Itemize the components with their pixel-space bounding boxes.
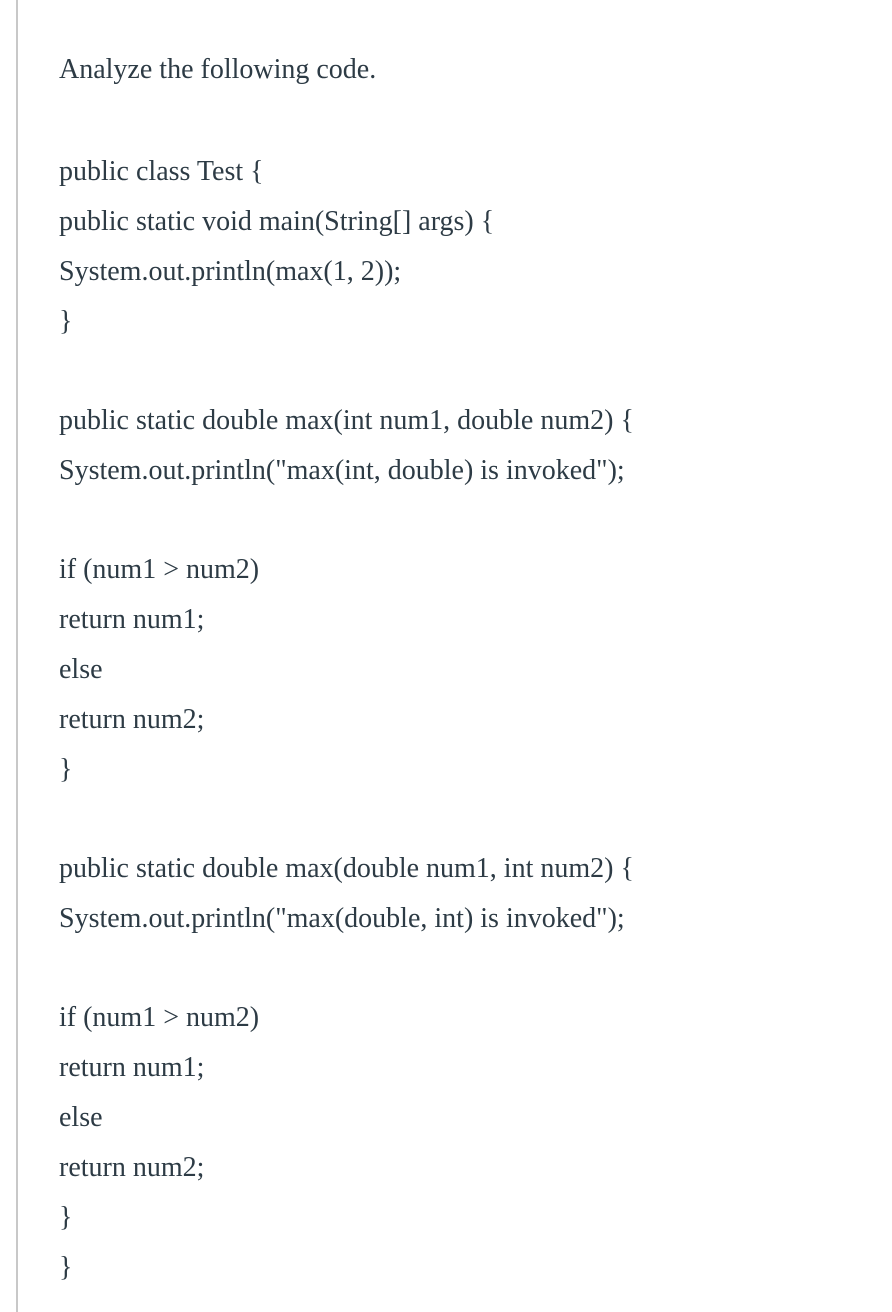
code-line: public class Test {	[59, 156, 264, 187]
code-block-class	[59, 147, 872, 347]
left-border-divider	[16, 0, 18, 1312]
code-line: }	[59, 1202, 73, 1233]
code-block-method2-body	[59, 993, 872, 1293]
code-block-method1-body	[59, 545, 872, 795]
code-line: return num2;	[59, 1152, 205, 1183]
code-line: System.out.println("max(int, double) is invoked");	[59, 455, 625, 486]
code-line: }	[59, 754, 73, 785]
code-line: if (num1 > num2)	[59, 1002, 260, 1033]
code-line: System.out.println("max(double, int) is invoked");	[59, 903, 625, 934]
code-line: if (num1 > num2)	[59, 554, 260, 585]
code-line: }	[59, 1252, 73, 1283]
code-line: return num1;	[59, 604, 205, 635]
code-line: else	[59, 1102, 103, 1133]
code-blank-line	[59, 347, 872, 396]
code-line: return num1;	[59, 1052, 205, 1083]
code-line: }	[59, 306, 73, 337]
question-content	[59, 50, 872, 1293]
code-blank-line	[59, 944, 872, 993]
code-line: public static void main(String[] args) {	[59, 206, 495, 237]
code-blank-line	[59, 795, 872, 844]
code-line: else	[59, 654, 103, 685]
code-block-method1-header	[59, 396, 872, 496]
code-line: return num2;	[59, 704, 205, 735]
code-blank-line	[59, 496, 872, 545]
code-block-method2-header	[59, 844, 872, 944]
code-line: System.out.println(max(1, 2));	[59, 256, 402, 287]
code-line: public static double max(int num1, double num2) {	[59, 405, 634, 436]
question-prompt: Analyze the following code.	[59, 54, 377, 85]
code-line: public static double max(double num1, int num2) {	[59, 853, 634, 884]
